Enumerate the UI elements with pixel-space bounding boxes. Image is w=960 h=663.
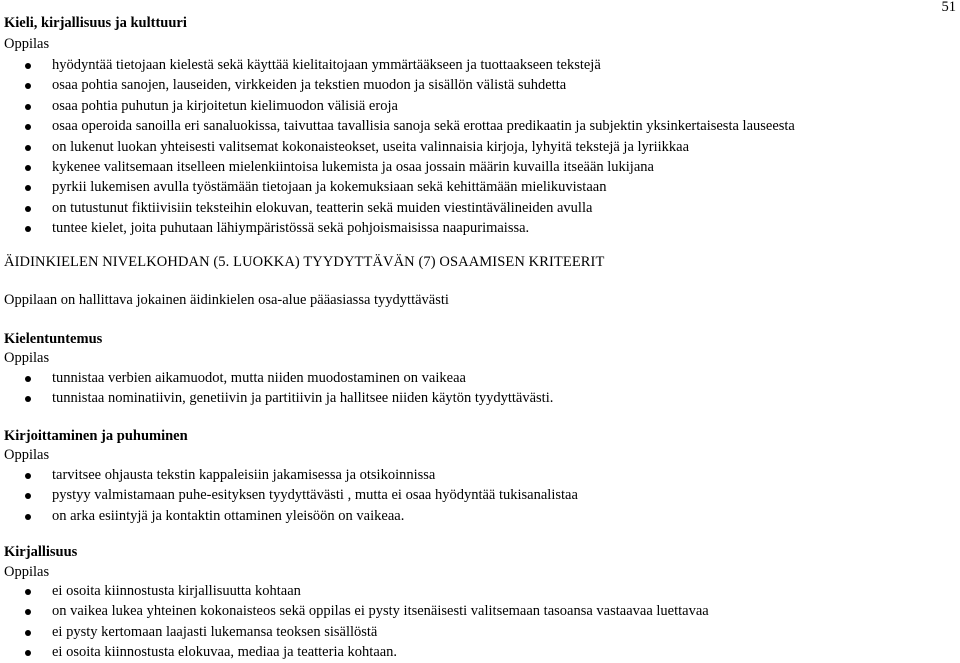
bullet-icon bbox=[25, 185, 31, 191]
list-item-text: tarvitsee ohjausta tekstin kappaleisiin jakamisessa ja otsikoinnissa bbox=[52, 467, 436, 483]
bullet-icon bbox=[25, 226, 31, 232]
bullet-list bbox=[0, 465, 578, 526]
list-item bbox=[0, 96, 795, 116]
bullet-icon bbox=[25, 630, 31, 636]
page-number: 51 bbox=[941, 0, 956, 15]
list-item-text: on lukenut luokan yhteisesti valitsemat kokonaisteokset, useita valinnaisia kirjoja, lyhyitä tekstejä ja lyriikkaa bbox=[52, 138, 690, 155]
list-item-text: ei osoita kiinnostusta kirjallisuutta kohtaan bbox=[52, 583, 301, 599]
bullet-icon bbox=[25, 206, 31, 212]
section-title: Kieli, kirjallisuus ja kulttuuri bbox=[4, 15, 187, 31]
bullet-icon bbox=[25, 145, 31, 151]
section-title: Kielentuntemus bbox=[4, 331, 103, 347]
list-item bbox=[0, 601, 709, 621]
list-item bbox=[0, 465, 578, 485]
list-item-text: tunnistaa nominatiivin, genetiivin ja partitiivin ja hallitsee niiden käytön tyydyttävästi. bbox=[52, 390, 554, 407]
list-item bbox=[0, 116, 795, 136]
list-item-text: osaa pohtia sanojen, lauseiden, virkkeiden ja tekstien muodon ja sisällön välistä suhdetta bbox=[52, 77, 567, 94]
list-item-text: on vaikea lukea yhteinen kokonaisteos sekä oppilas ei pysty itsenäisesti valitsemaan tasoansa vastaavaa luettavaa bbox=[52, 603, 709, 620]
section-subject: Oppilas bbox=[4, 36, 50, 52]
criteria-heading: ÄIDINKIELEN NIVELKOHDAN (5. LUOKKA) TYYDYTTÄVÄN (7) OSAAMISEN KRITEERIT bbox=[4, 254, 605, 270]
bullet-icon bbox=[25, 124, 31, 130]
bullet-icon bbox=[25, 63, 31, 69]
section-title: Kirjoittaminen ja puhuminen bbox=[4, 428, 188, 444]
list-item-text: pyrkii lukemisen avulla työstämään tietojaan ja kokemuksiaan sekä kehittämään mielikuvistaan bbox=[52, 179, 607, 196]
list-item bbox=[0, 368, 553, 388]
list-item bbox=[0, 177, 795, 197]
section-subject: Oppilas bbox=[4, 564, 50, 580]
list-item-text: hyödyntää tietojaan kielestä sekä käyttää kielitaitojaan ymmärtääkseen ja tuottaakseen tekstejä bbox=[52, 57, 601, 73]
bullet-icon bbox=[25, 396, 31, 402]
section-subject: Oppilas bbox=[4, 350, 50, 366]
bullet-icon bbox=[25, 83, 31, 89]
bullet-icon bbox=[25, 376, 31, 382]
list-item bbox=[0, 218, 795, 238]
criteria-intro: Oppilaan on hallittava jokainen äidinkielen osa-alue pääasiassa tyydyttävästi bbox=[4, 292, 449, 308]
list-item bbox=[0, 55, 795, 75]
bullet-icon bbox=[25, 473, 31, 479]
list-item-text: kykenee valitsemaan itselleen mielenkiintoisa lukemista ja osaa jossain määrin kuvailla itseään lukijana bbox=[52, 158, 654, 175]
list-item-text: osaa operoida sanoilla eri sanaluokissa, taivuttaa tavallisia sanoja sekä erottaa predikaatin ja subjektin yksinkertaisesta lauseesta bbox=[52, 118, 795, 135]
list-item-text: tunnistaa verbien aikamuodot, mutta niiden muodostaminen on vaikeaa bbox=[52, 370, 466, 386]
list-item bbox=[0, 137, 795, 157]
section-subject: Oppilas bbox=[4, 447, 50, 463]
list-item-text: on arka esiintyjä ja kontaktin ottaminen yleisöön on vaikeaa. bbox=[52, 507, 405, 524]
bullet-icon bbox=[25, 104, 31, 110]
list-item bbox=[0, 157, 795, 177]
bullet-list bbox=[0, 55, 795, 239]
bullet-icon bbox=[25, 514, 31, 520]
list-item bbox=[0, 485, 578, 505]
bullet-list bbox=[0, 581, 709, 663]
bullet-list bbox=[0, 368, 553, 409]
bullet-icon bbox=[25, 609, 31, 615]
list-item-text: ei osoita kiinnostusta elokuvaa, mediaa ja teatteria kohtaan. bbox=[52, 644, 398, 661]
bullet-icon bbox=[25, 493, 31, 499]
list-item bbox=[0, 388, 553, 408]
list-item bbox=[0, 75, 795, 95]
list-item-text: on tutustunut fiktiivisiin teksteihin elokuvan, teatterin sekä muiden viestintävälineiden avulla bbox=[52, 199, 593, 216]
list-item-text: tuntee kielet, joita puhutaan lähiympäristössä sekä pohjoismaisissa naapurimaissa. bbox=[52, 220, 530, 237]
list-item bbox=[0, 581, 709, 601]
list-item bbox=[0, 198, 795, 218]
list-item-text: osaa pohtia puhutun ja kirjoitetun kielimuodon välisiä eroja bbox=[52, 97, 398, 114]
bullet-icon bbox=[25, 589, 31, 595]
list-item bbox=[0, 506, 578, 526]
section-title: Kirjallisuus bbox=[4, 544, 78, 560]
list-item-text: pystyy valmistamaan puhe-esityksen tyydyttävästi , mutta ei osaa hyödyntää tukisanalistaa bbox=[52, 487, 578, 504]
list-item bbox=[0, 622, 709, 642]
bullet-icon bbox=[25, 165, 31, 171]
bullet-icon bbox=[25, 650, 31, 656]
list-item-text: ei pysty kertomaan laajasti lukemansa teoksen sisällöstä bbox=[52, 623, 378, 640]
